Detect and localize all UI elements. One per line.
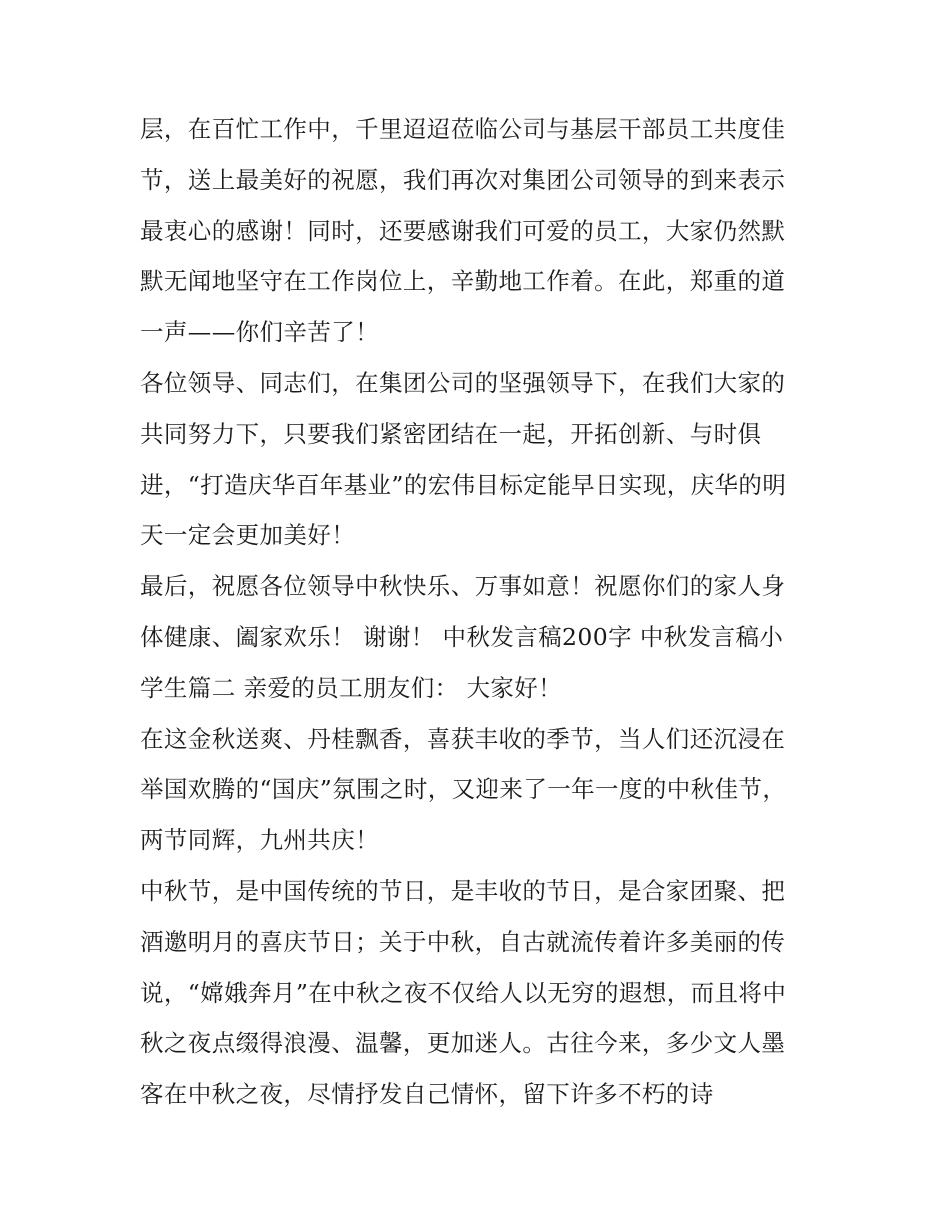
text-line: 在这金秋送爽、丹桂飘香，喜获丰收的季节，当人们还沉浸在	[140, 724, 786, 753]
text-line: 学生篇二 亲爱的员工朋友们： 大家好！	[140, 673, 563, 702]
text-line: 一声——你们辛苦了！	[140, 318, 379, 347]
text-line: 酒邀明月的喜庆节日；关于中秋，自古就流传着许多美丽的传	[140, 927, 786, 956]
text-line: 节，送上最美好的祝愿，我们再次对集团公司领导的到来表示	[140, 165, 786, 194]
text-line: 中秋节，是中国传统的节日，是丰收的节日，是合家团聚、把	[140, 876, 786, 905]
text-line: 最衷心的感谢！同时，还要感谢我们可爱的员工，大家仍然默	[140, 216, 786, 245]
text-line: 秋之夜点缀得浪漫、温馨，更加迷人。古往今来，多少文人墨	[140, 1029, 786, 1058]
text-line: 各位领导、同志们，在集团公司的坚强领导下，在我们大家的	[140, 368, 786, 397]
document-body	[140, 104, 812, 1120]
text-line: 体健康、阖家欢乐！ 谢谢！ 中秋发言稿200字 中秋发言稿小	[140, 622, 784, 651]
text-line: 客在中秋之夜，尽情抒发自己情怀，留下许多不朽的诗	[140, 1080, 714, 1109]
text-line: 进，“打造庆华百年基业”的宏伟目标定能早日实现，庆华的明	[140, 470, 787, 499]
text-line: 举国欢腾的“国庆”氛围之时，又迎来了一年一度的中秋佳节，	[140, 775, 787, 804]
text-line: 两节同辉，九州共庆！	[140, 826, 379, 855]
text-line: 天一定会更加美好！	[140, 521, 356, 550]
text-line: 说，“嫦娥奔月”在中秋之夜不仅给人以无穷的遐想，而且将中	[140, 978, 787, 1007]
text-line: 最后，祝愿各位领导中秋快乐、万事如意！祝愿你们的家人身	[140, 572, 786, 601]
text-line: 共同努力下，只要我们紧密团结在一起，开拓创新、与时俱	[140, 419, 762, 448]
text-line: 层，在百忙工作中，千里迢迢莅临公司与基层干部员工共度佳	[140, 115, 786, 143]
text-line: 默无闻地坚守在工作岗位上，辛勤地工作着。在此，郑重的道	[140, 267, 786, 296]
